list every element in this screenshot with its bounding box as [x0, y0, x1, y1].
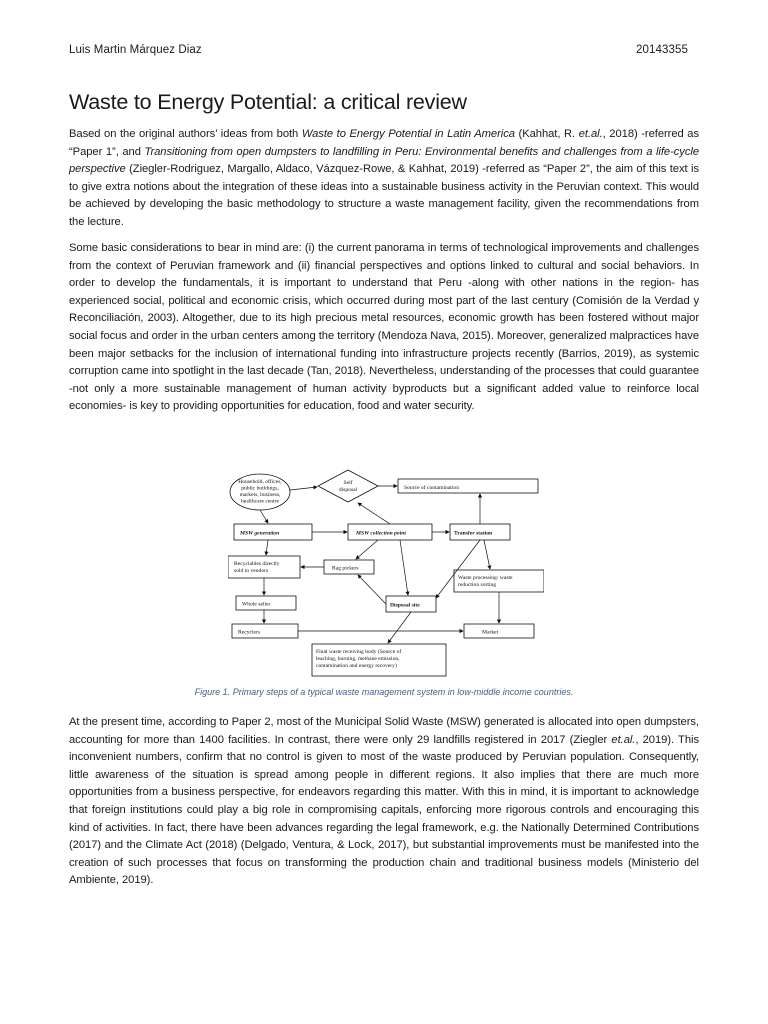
- msw-paragraph: At the present time, according to Paper 2, most of the Municipal Solid Waste (MSW) generated is allocated into open dumpsters, accounting for more than 1400 facilities. In contrast, there were only 29 landfills registered in 2017 (Ziegler et.al., 2019). This inconvenient numbers, confirm that no control is given to most of the waste produced by Peruvian population. Consequently, little awareness of the situation is spread among people in different regions. It also implies that there are much more opportunities from a business perspective, for endeavors regarding this matter. With this in mind, it is important to acknowledge that foreign institutions could play a big role in compromising capitals, enforcing more rigorous controls and encouraging this kind of activities. In fact, there have been advances regarding the legal framework, e.g. the Nationally Determined Contributions (2017) and the Climate Act (2018) (Delgado, Ventura, & Lock, 2017), but substantial improvements must be manifested into the creation of such processes that focus on transforming the production chain and traditional business models (Ministerio del Ambiente, 2019).: [69, 716, 699, 887]
- market-node: [464, 624, 534, 638]
- recyclers-label: Recyclers: [238, 629, 261, 636]
- final-waste-label: Final waste receiving body (Source of: [316, 649, 402, 655]
- svg-text:healthcare centre: healthcare centre: [240, 498, 280, 505]
- author-name: Luis Martin Márquez Diaz: [69, 44, 202, 56]
- self-disposal-label: Self: [343, 480, 353, 486]
- svg-text:markets, business,: markets, business,: [239, 492, 281, 498]
- document-title: Waste to Energy Potential: a critical review: [69, 90, 467, 114]
- rag-pickers-label: Rag pickers: [332, 565, 359, 572]
- waste-processing-node: [454, 570, 544, 592]
- whole-seller-label: Whole seller: [242, 601, 271, 608]
- households-label: Household, offices,: [238, 479, 282, 485]
- svg-text:disposal: disposal: [338, 487, 358, 493]
- svg-text:sold to vendors: sold to vendors: [234, 568, 269, 574]
- student-id: 20143355: [636, 44, 688, 56]
- intro-paragraph: Based on the original authors’ ideas from both Waste to Energy Potential in Latin America (Kahhat, R. et.al., 2018) -referred as “Paper 1”, and Transitioning from open dumpsters to landfilling in Peru: Environmental benefits and challenges from a life-cycle perspective (Ziegler-Rodriguez, Margallo, Aldaco, Vázquez-Rowe, & Kahhat, 2019) -referred as “Paper 2”, the aim of this text is to give extra notions about the integration of these ideas into a sustainable business activity in the Peruvian context. This would be achieved by developing the basic methodology to structure a waste management facility, given the recommendations from the lecture.: [69, 128, 700, 228]
- market-label: Market: [482, 629, 499, 636]
- source-contamination-label: Source of contamination: [404, 485, 459, 491]
- disposal-site-label: Disposal site: [390, 602, 420, 609]
- waste-management-diagram: [228, 468, 544, 678]
- considerations-paragraph: Some basic considerations to bear in mind are: (i) the current panorama in terms of technological improvements and challenges from the context of Peruvian framework and (ii) financial perspectives and options linked to cultural and social behaviors. In order to develop the fundamentals, it is important to understand that Peru -along with other nations in the region- has experienced social, political and economic crisis, which occurred during most part of the last century (Comisión de la Verdad y Reconciliación, 2003). Altogether, due to its high precious metal resources, economic growth has been fostered without major social focus and order in the urban centers among the territory (Mendoza Nava, 2015). Moreover, generalized malpractices have been major setbacks for the inclusion of international funding into infrastructure projects recently (Barrios, 2019), as systemic corruption came into spotlight in the last decade (Tan, 2018). Nevertheless, understanding of the processes that could guarantee -not only a more sustainable management of human activity byproducts but a significant added value to reinforce local economies- is key to providing opportunities for education, food and water security.: [69, 242, 699, 413]
- recyclables-node: [228, 556, 300, 578]
- waste-processing-label: Waste processing/ waste: [458, 575, 513, 581]
- msw-collection-label: MSW collection point: [356, 530, 406, 537]
- recyclables-label: Recyclables directly: [234, 561, 280, 567]
- svg-text:public buildings,: public buildings,: [241, 485, 279, 492]
- page-header: [69, 44, 688, 56]
- svg-text:reduction sorting: reduction sorting: [458, 582, 497, 588]
- msw-generation-label: MSW generation: [240, 530, 280, 537]
- svg-text:leaching, burning, methane emi: leaching, burning, methane emission,: [316, 656, 400, 662]
- self-disposal-node: [318, 470, 378, 502]
- transfer-station-label: Transfer station: [454, 530, 493, 537]
- figure-caption: Figure 1. Primary steps of a typical waste management system in low-middle income countries.: [194, 687, 574, 697]
- svg-text:contamination and energy recov: contamination and energy recovery): [316, 663, 397, 669]
